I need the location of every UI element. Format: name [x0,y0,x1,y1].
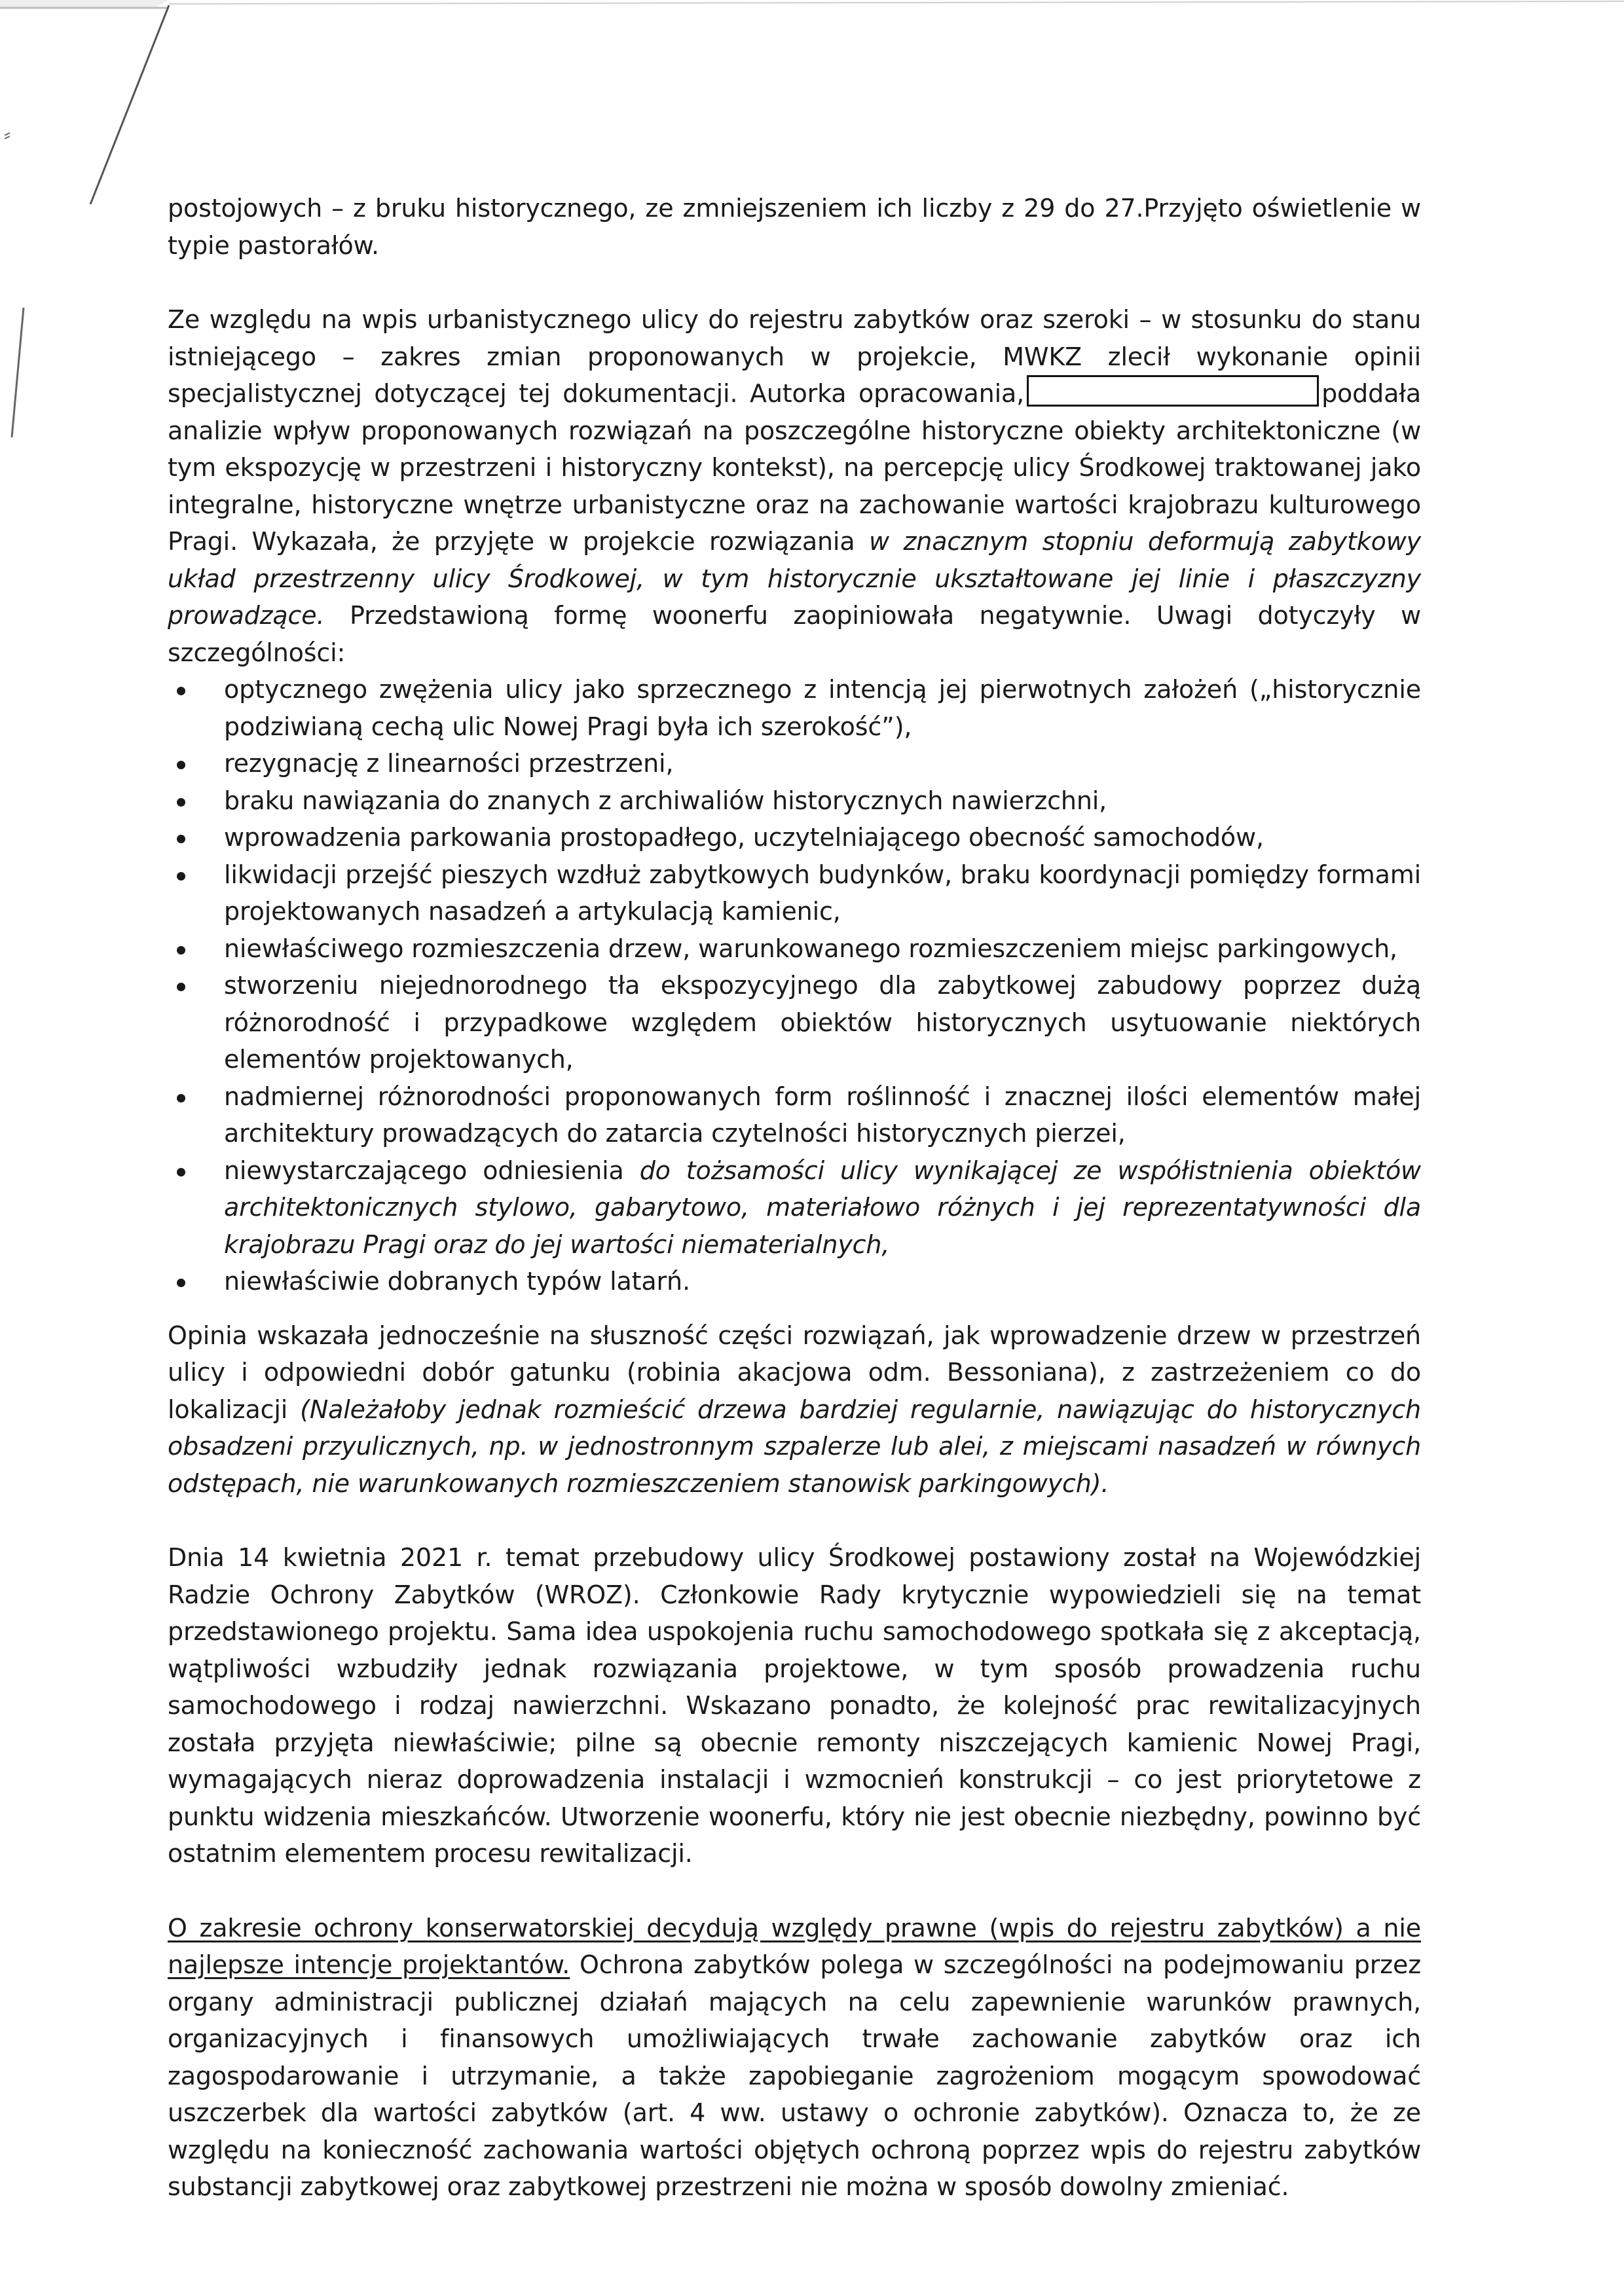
list-item: likwidacji przejść pieszych wzdłuż zabytkowych budynków, braku koordynacji pomiędzy formami projektowanych nasadzeń a artykulacją kamienic, [168,856,1421,930]
list-item-quote: do tożsamości ulicy wynikającej ze współistnienia obiektów architektonicznych stylowo, gabarytowo, materiałowo różnych i jej reprezentatywności dla krajobrazu Pragi oraz do jej wartości niematerialnych, [224,1156,1421,1259]
paragraph-3-text: Opinia wskazała jednocześnie na słuszność części rozwiązań, jak wprowadzenie drzew w przestrzeń ulicy i odpowiedni dobór gatunku (robinia akacjowa odm. Bessoniana), z zastrzeżeniem co do lokalizacji [168,1321,1421,1424]
list-item [168,1152,1421,1264]
paragraph-2 [168,301,1421,671]
paragraph-gap [168,1300,1421,1317]
paragraph-4: Dnia 14 kwietnia 2021 r. temat przebudowy ulicy Środkowej postawiony został na Wojewódzkiej Radzie Ochrony Zabytków (WROZ). Członkowie Rady krytycznie wypowiedzieli się na temat przedstawionego projektu. Sama idea uspokojenia ruchu samochodowego spotkała się z akceptacją, wątpliwości wzbudziły jednak rozwiązania projektowe, w tym sposób prowadzenia ruchu samochodowego i rodzaj nawierzchni. Wskazano ponadto, że kolejność prac rewitalizacyjnych została przyjęta niewłaściwie; pilne są obecnie remonty niszczejących kamienic Nowej Pragi, wymagających nieraz doprowadzenia instalacji i wzmocnień konstrukcji – co jest priorytetowe z punktu widzenia mieszkańców. Utworzenie woonerfu, który nie jest obecnie niezbędny, powinno być ostatnim elementem procesu rewitalizacji. [168,1543,1421,1868]
paragraph-gap [168,1502,1421,1539]
paragraph-3-quote: (Należałoby jednak rozmieścić drzewa bardziej regularnie, nawiązując do historycznych obsadzeni przyulicznych, np. w jednostronnym szpalerze lub alei, z miejscami nasadzeń w równych odstępach, nie warunkowanych rozmieszczeniem stanowisk parkingowych). [168,1394,1421,1498]
document-body [168,190,1421,2206]
paragraph-gap [168,264,1421,301]
list-item: niewłaściwie dobranych typów latarń. [168,1263,1421,1300]
list-item: rezygnację z linearności przestrzeni, [168,745,1421,782]
list-item: braku nawiązania do znanych z archiwaliów historycznych nawierzchni, [168,782,1421,820]
paragraph-5-underlined: O zakresie ochrony konserwatorskiej decydują względy prawne (wpis do rejestru zabytków) a nie najlepsze intencje projektantów. [168,1913,1421,1979]
margin-mark: ⸗ [4,123,10,146]
paragraph-2-part-2: poddała analizie wpływ proponowanych rozwiązań na poszczególne historyczne obiekty architektoniczne (w tym ekspozycję w przestrzeni i historyczny kontekst), na percepcję ulicy Środkowej traktowanej jako integralne, historyczne wnętrze urbanistyczne oraz na zachowanie wartości krajobrazu kulturowego Pragi. Wykazała, że przyjęte w projekcie rozwiązania [168,379,1421,556]
remarks-list [168,671,1421,1300]
paragraph-3 [168,1317,1421,1503]
list-item-text: niewystarczającego odniesienia [224,1156,624,1185]
list-item: optycznego zwężenia ulicy jako sprzecznego z intencją jej pierwotnych założeń („historycznie podziwianą cechą ulic Nowej Pragi była ich szerokość”), [168,671,1421,745]
paragraph-2-quote: w znacznym stopniu deformują zabytkowy układ przestrzenny ulicy Środkowej, w tym historycznie ukształtowane jej linie i płaszczyzny prowadzące. [168,527,1421,630]
list-item: wprowadzenia parkowania prostopadłego, uczytelniającego obecność samochodów, [168,819,1421,856]
list-item: niewłaściwego rozmieszczenia drzew, warunkowanego rozmieszczeniem miejsc parkingowych, [168,930,1421,968]
paragraph-gap [168,1872,1421,1910]
paragraph-5-text: Ochrona zabytków polega w szczególności na podejmowaniu przez organy administracji publicznej działań mających na celu zapewnienie warunków prawnych, organizacyjnych i finansowych umożliwiających trwałe zachowanie zabytków oraz ich zagospodarowanie i utrzymanie, a także zapobieganie zagrożeniom mogącym spowodować uszczerbek dla wartości zabytków (art. 4 ww. ustawy o ochronie zabytków). Oznacza to, że ze względu na konieczność zachowania wartości objętych ochroną poprzez wpis do rejestru zabytków substancji zabytkowej oraz zabytkowej przestrzeni nie można w sposób dowolny zmieniać. [168,1950,1421,2201]
paragraph-1: postojowych – z bruku historycznego, ze zmniejszeniem ich liczby z 29 do 27.Przyjęto oświetlenie w typie pastorałów. [168,194,1421,260]
paragraph-2-part-3: Przedstawioną formę woonerfu zaopiniowała negatywnie. Uwagi dotyczyły w szczególności: [168,601,1422,667]
paragraph-2-part-1: Ze względu na wpis urbanistycznego ulicy do rejestru zabytków oraz szeroki – w stosunku do stanu istniejącego – zakres zmian proponowanych w projekcie, MWKZ zlecił wykonanie opinii specjalistycznej dotyczącej tej dokumentacji. Autorka opracowania, [168,305,1421,408]
list-item: stworzeniu niejednorodnego tła ekspozycyjnego dla zabytkowej zabudowy poprzez dużą różnorodność i przypadkowe względem obiektów historycznych usytuowanie niektórych elementów projektowanych, [168,967,1421,1078]
list-item: nadmiernej różnorodności proponowanych form roślinność i znacznej ilości elementów małej architektury prowadzących do zatarcia czytelności historycznych pierzei, [168,1078,1421,1152]
paragraph-5 [168,1910,1421,2206]
redacted-name-box [1027,375,1319,407]
